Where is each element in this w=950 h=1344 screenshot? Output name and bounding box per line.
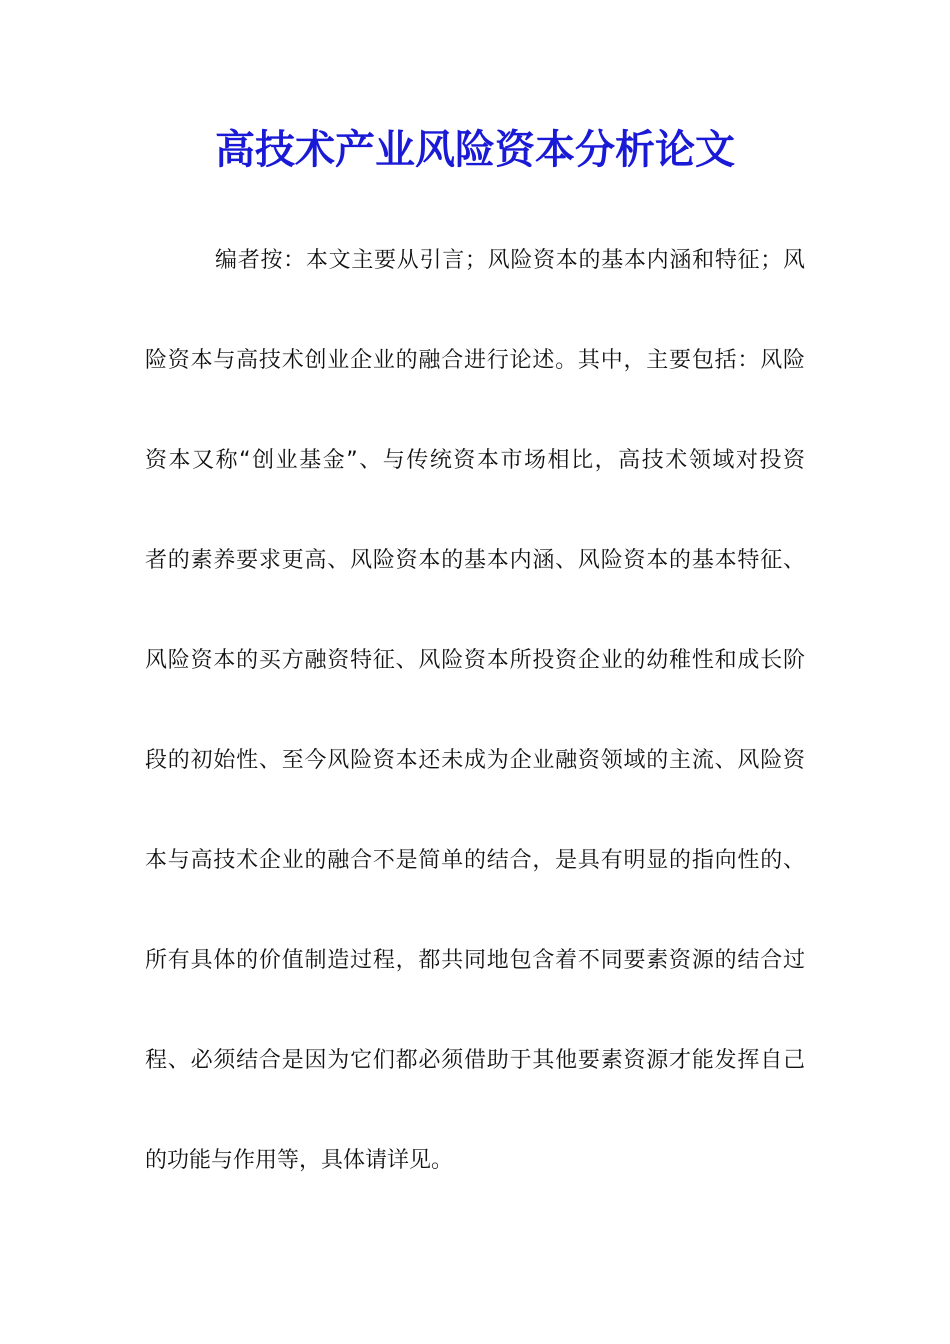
paragraph-line-7: 本与高技术企业的融合不是简单的结合，是具有明显的指向性的、 [145, 848, 805, 873]
paragraph-line-2: 险资本与高技术创业企业的融合进行论述。其中，主要包括：风险 [145, 348, 805, 373]
paragraph-line-4: 者的素养要求更高、风险资本的基本内涵、风险资本的基本特征、 [145, 548, 805, 573]
paragraph-line-1: 编者按：本文主要从引言；风险资本的基本内涵和特征；风 [215, 248, 805, 273]
paragraph-line-8: 所有具体的价值制造过程，都共同地包含着不同要素资源的结合过 [145, 948, 805, 973]
paragraph-line-3: 资本又称“创业基金”、与传统资本市场相比，高技术领域对投资 [145, 448, 805, 473]
paragraph-line-10: 的功能与作用等，具体请详见。 [145, 1148, 454, 1173]
paragraph-line-6: 段的初始性、至今风险资本还未成为企业融资领域的主流、风险资 [145, 748, 805, 773]
document-title: 高技术产业风险资本分析论文 [215, 126, 735, 173]
paragraph-line-9: 程、必须结合是因为它们都必须借助于其他要素资源才能发挥自己 [145, 1048, 805, 1073]
paragraph-line-5: 风险资本的买方融资特征、风险资本所投资企业的幼稚性和成长阶 [145, 648, 805, 673]
editor-note-paragraph [145, 211, 805, 1211]
